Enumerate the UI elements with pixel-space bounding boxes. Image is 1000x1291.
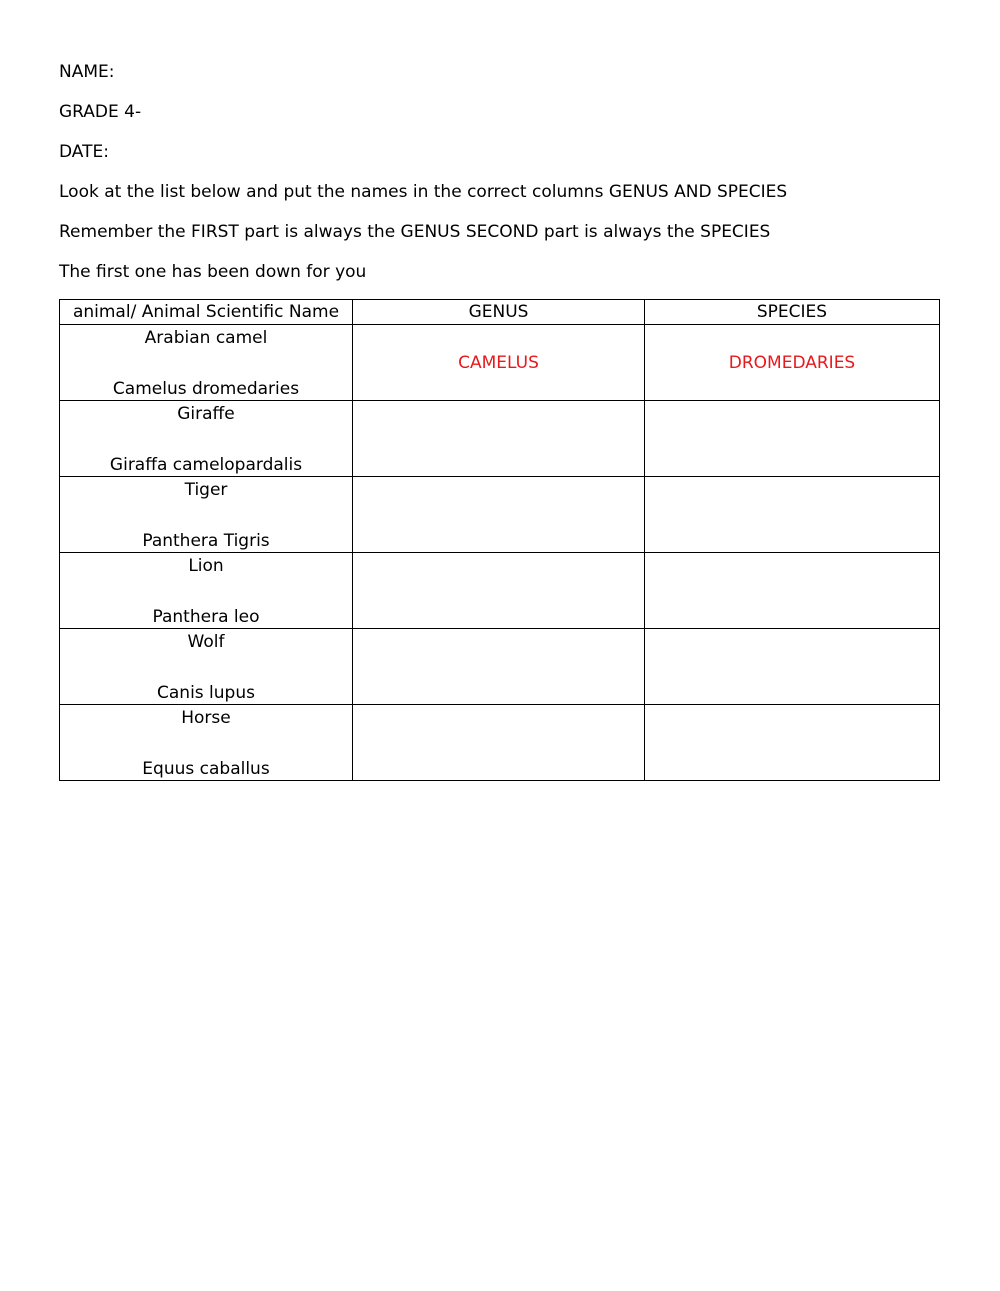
species-cell: DROMEDARIES: [645, 325, 940, 401]
animal-cell: [60, 325, 353, 401]
animal-cell: [60, 629, 353, 705]
species-cell[interactable]: [645, 477, 940, 553]
species-cell[interactable]: [645, 401, 940, 477]
genus-cell[interactable]: [353, 553, 645, 629]
genus-cell[interactable]: [353, 477, 645, 553]
species-cell[interactable]: [645, 553, 940, 629]
instruction-line-1: Look at the list below and put the names in the correct columns GENUS AND SPECIES: [59, 182, 788, 202]
table-row: [60, 477, 940, 553]
animal-scientific-name: Canis lupus: [157, 683, 255, 703]
animal-common-name: Giraffe: [177, 404, 235, 424]
genus-cell[interactable]: [353, 401, 645, 477]
species-cell[interactable]: [645, 629, 940, 705]
animal-scientific-name: Giraffa camelopardalis: [109, 455, 303, 475]
animal-common-name: Tiger: [184, 480, 228, 500]
date-label: DATE:: [59, 142, 109, 162]
table-row: [60, 401, 940, 477]
table-row: [60, 325, 940, 401]
genus-cell[interactable]: [353, 705, 645, 781]
animal-common-name: Lion: [188, 556, 224, 576]
animal-scientific-name: Panthera leo: [152, 607, 260, 627]
species-cell[interactable]: [645, 705, 940, 781]
animal-cell: [60, 401, 353, 477]
table-row: [60, 705, 940, 781]
name-label: NAME:: [59, 62, 115, 82]
instruction-line-2: Remember the FIRST part is always the GENUS SECOND part is always the SPECIES: [59, 222, 771, 242]
column-header-genus: GENUS: [353, 300, 645, 325]
animal-common-name: Horse: [181, 708, 231, 728]
animal-scientific-name: Panthera Tigris: [142, 531, 270, 551]
table-row: [60, 629, 940, 705]
table-row: [60, 553, 940, 629]
animal-cell: [60, 705, 353, 781]
animal-scientific-name: Camelus dromedaries: [112, 379, 300, 399]
grade-label: GRADE 4-: [59, 102, 142, 122]
column-header-animal: animal/ Animal Scientific Name: [60, 300, 353, 325]
animal-common-name: Arabian camel: [144, 328, 268, 348]
animal-scientific-name: Equus caballus: [142, 759, 270, 779]
column-header-species: SPECIES: [645, 300, 940, 325]
genus-cell: CAMELUS: [353, 325, 645, 401]
genus-species-table: [59, 299, 940, 781]
genus-cell[interactable]: [353, 629, 645, 705]
instruction-line-3: The first one has been down for you: [59, 262, 367, 282]
animal-common-name: Wolf: [187, 632, 225, 652]
animal-cell: [60, 553, 353, 629]
animal-cell: [60, 477, 353, 553]
table-header-row: [60, 300, 940, 325]
